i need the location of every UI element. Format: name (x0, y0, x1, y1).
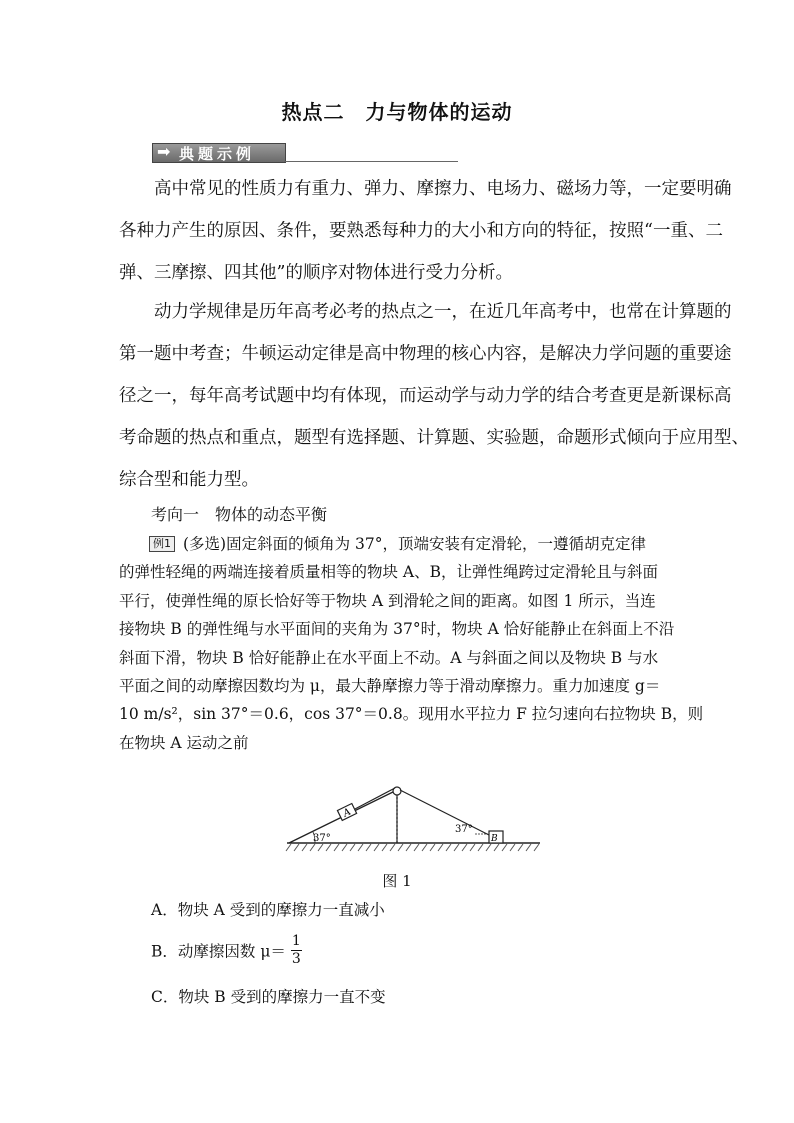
option-c: C．物块 B 受到的摩擦力一直不变 (151, 988, 386, 1006)
text-line: 考命题的热点和重点，题型有选择题、计算题、实验题，命题形式倾向于应用型、 (119, 428, 749, 448)
section-banner (152, 143, 458, 165)
option-b (151, 933, 302, 968)
block-b-label: B (491, 834, 498, 844)
ground-hatch (286, 844, 539, 851)
text-line: 10 m/s²，sin 37°＝0.6，cos 37°＝0.8。现用水平拉力 F 拉匀速向右拉物块 B，则 (119, 705, 704, 724)
fraction-denominator: 3 (291, 951, 301, 967)
banner-box (152, 143, 286, 163)
section-heading: 考向一 物体的动态平衡 (151, 505, 328, 524)
fraction-numerator: 1 (291, 933, 301, 949)
option-a: A．物块 A 受到的摩擦力一直减小 (151, 901, 385, 919)
banner-underline (284, 161, 458, 162)
text-line: 各种力产生的原因、条件，要熟悉每种力的大小和方向的特征，按照“一重、二 (119, 221, 723, 241)
example-tag: 例1 (149, 536, 175, 552)
arrow-right-icon: ➡ (157, 142, 171, 161)
intro-paragraph-1 (119, 168, 732, 294)
example-problem (119, 530, 704, 757)
fraction (291, 933, 302, 968)
text-line: 平面之间的动摩擦因数均为 μ，最大静摩擦力等于滑动摩擦力。重力加速度 g＝ (119, 676, 661, 695)
intro-paragraph-2 (119, 291, 749, 501)
text-line: 综合型和能力型。 (119, 470, 259, 490)
text-line: 径之一，每年高考试题中均有体现，而运动学与动力学的结合考查更是新课标高 (119, 386, 732, 406)
option-b-text: B．动摩擦因数 μ＝ (151, 942, 286, 961)
text-line: 的弹性轻绳的两端连接着质量相等的物块 A、B，让弹性绳跨过定滑轮且与斜面 (119, 563, 659, 582)
figure-caption: 图 1 (382, 872, 412, 890)
block-a (337, 804, 357, 822)
rope-a (355, 788, 395, 809)
text-line: 弹、三摩擦、四其他”的顺序对物体进行受力分析。 (119, 263, 513, 283)
text-line (119, 530, 679, 558)
block-a-label: A (341, 806, 353, 820)
rope-b (400, 790, 489, 835)
text-line: 斜面下滑，物块 B 恰好能静止在水平面上不动。A 与斜面之间以及物块 B 与水 (119, 648, 659, 667)
angle-left-label: 37° (313, 833, 331, 844)
text-line: 在物块 A 运动之前 (119, 733, 249, 752)
text-line: 第一题中考查；牛顿运动定律是高中物理的核心内容，是解决力学问题的重要途 (119, 344, 732, 364)
angle-right-label: 37° (455, 824, 473, 835)
text-line: 高中常见的性质力有重力、弹力、摩擦力、电场力、磁场力等，一定要明确 (154, 179, 732, 199)
banner-label: 典题示例 (179, 145, 256, 163)
incline-figure (285, 785, 545, 857)
text-line: 动力学规律是历年高考必考的热点之一，在近几年高考中，也常在计算题的 (154, 302, 732, 322)
text-line: 平行，使弹性绳的原长恰好等于物块 A 到滑轮之间的距离。如图 1 所示，当连 (119, 591, 656, 610)
example-text: (多选)固定斜面的倾角为 37°，顶端安装有定滑轮，一遵循胡克定律 (183, 535, 646, 553)
page-title: 热点二 力与物体的运动 (281, 100, 513, 124)
text-line: 接物块 B 的弹性绳与水平面间的夹角为 37°时，物块 A 恰好能静止在斜面上不沿 (119, 620, 675, 639)
